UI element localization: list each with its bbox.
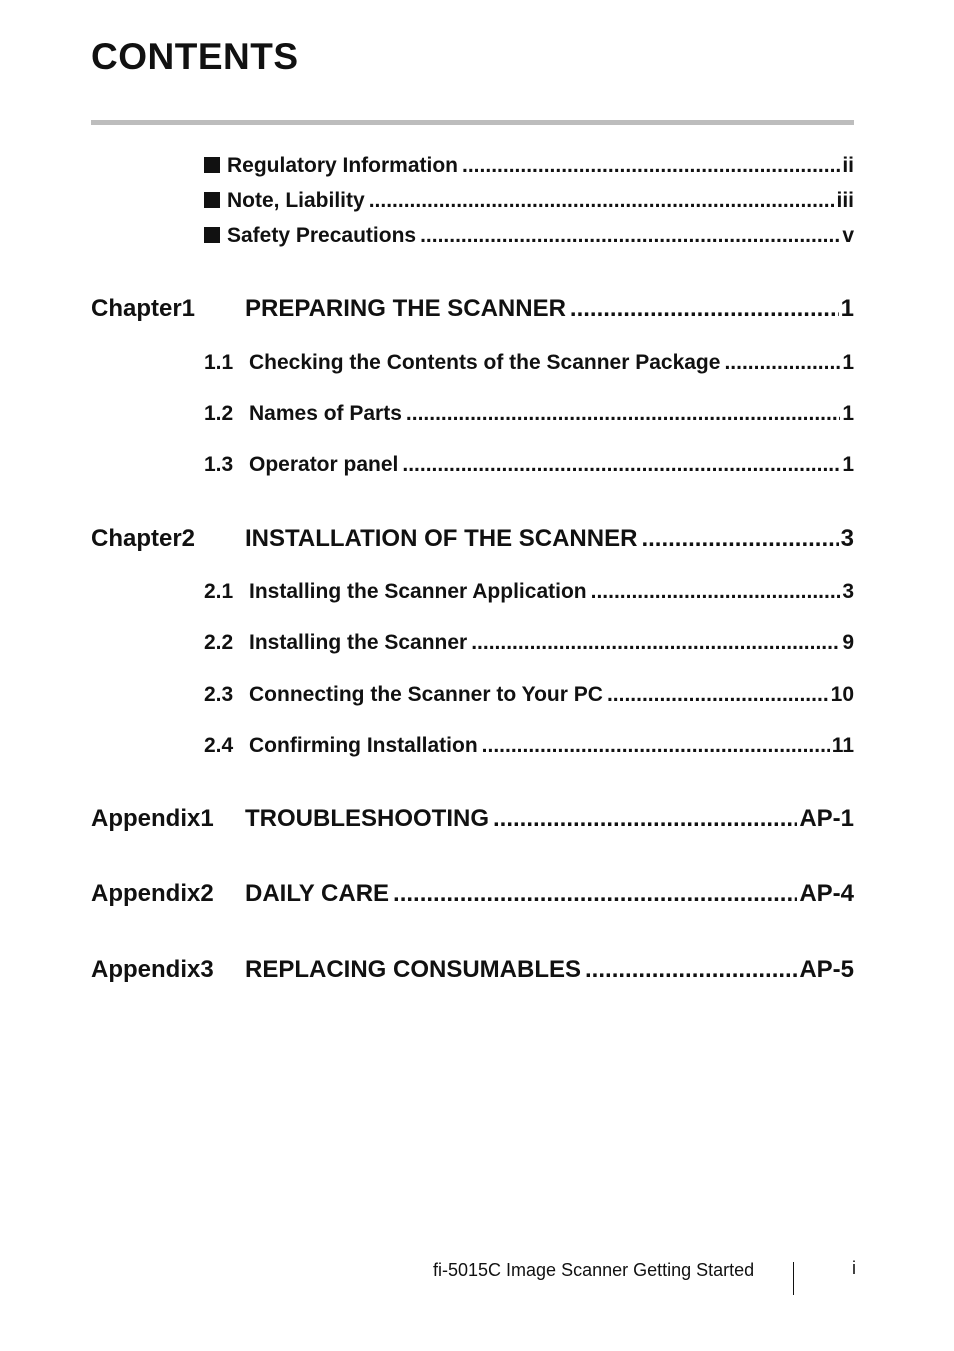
section-title: Names of Parts xyxy=(249,402,402,425)
toc-appendix-3[interactable] xyxy=(91,956,854,984)
square-bullet-icon xyxy=(204,192,220,208)
dot-leader xyxy=(724,351,840,375)
dot-leader xyxy=(402,453,840,477)
appendix-title: REPLACING CONSUMABLES xyxy=(245,956,582,983)
dot-leader xyxy=(570,295,839,323)
square-bullet-icon xyxy=(204,157,220,173)
entry-page: v xyxy=(842,224,854,247)
chapter-key: Chapter1 xyxy=(91,295,196,322)
section-title: Installing the Scanner Application xyxy=(249,580,587,603)
section-page: 1 xyxy=(842,351,854,374)
footer-doc-title: fi-5015C Image Scanner Getting Started xyxy=(433,1260,755,1280)
appendix-title: TROUBLESHOOTING xyxy=(245,805,489,832)
entry-page: ii xyxy=(842,154,854,177)
dot-leader xyxy=(493,805,797,833)
toc-appendix-1[interactable] xyxy=(91,805,854,833)
section-title: Installing the Scanner xyxy=(249,631,468,654)
toc-entry-liability[interactable] xyxy=(204,189,854,213)
appendix-key: Appendix2 xyxy=(91,880,214,907)
appendix-key: Appendix3 xyxy=(91,956,214,983)
section-page: 10 xyxy=(830,683,854,706)
dot-leader xyxy=(585,956,797,984)
entry-label: Regulatory Information xyxy=(227,154,459,177)
section-page: 1 xyxy=(842,402,854,425)
dot-leader xyxy=(641,525,838,553)
section-title: Operator panel xyxy=(249,453,399,476)
section-number: 2.4 xyxy=(204,734,234,757)
appendix-key: Appendix1 xyxy=(91,805,214,832)
section-number: 1.2 xyxy=(204,402,234,425)
toc-section-2-3[interactable] xyxy=(204,683,854,707)
entry-page: iii xyxy=(836,189,854,212)
dot-leader xyxy=(607,683,829,707)
dot-leader xyxy=(462,154,840,178)
chapter-key: Chapter2 xyxy=(91,525,196,552)
page-title: CONTENTS xyxy=(91,36,299,77)
section-number: 1.3 xyxy=(204,453,234,476)
square-bullet-icon xyxy=(204,227,220,243)
chapter-title: PREPARING THE SCANNER xyxy=(245,295,566,322)
section-title: Connecting the Scanner to Your PC xyxy=(249,683,603,706)
section-number: 2.2 xyxy=(204,631,234,654)
title-divider xyxy=(91,120,854,125)
chapter-page: 3 xyxy=(840,525,854,552)
dot-leader xyxy=(420,224,840,248)
section-page: 9 xyxy=(842,631,854,654)
toc-section-2-2[interactable] xyxy=(204,631,854,655)
toc-entry-safety[interactable] xyxy=(204,224,854,248)
dot-leader xyxy=(591,580,841,604)
toc-section-1-2[interactable] xyxy=(204,402,854,426)
section-title: Confirming Installation xyxy=(249,734,478,757)
toc-section-1-1[interactable] xyxy=(204,351,854,375)
section-page: 1 xyxy=(842,453,854,476)
chapter-title: INSTALLATION OF THE SCANNER xyxy=(245,525,638,552)
toc-section-1-3[interactable] xyxy=(204,453,854,477)
section-title: Checking the Contents of the Scanner Package xyxy=(249,351,721,374)
entry-label: Note, Liability xyxy=(227,189,365,212)
appendix-page: AP-4 xyxy=(799,880,854,907)
dot-leader xyxy=(369,189,835,213)
dot-leader xyxy=(393,880,797,908)
toc-chapter-1[interactable] xyxy=(91,295,854,323)
footer-page-number: i xyxy=(852,1258,856,1278)
toc-section-2-1[interactable] xyxy=(204,580,854,604)
section-number: 2.3 xyxy=(204,683,234,706)
appendix-page: AP-5 xyxy=(799,956,854,983)
dot-leader xyxy=(482,734,830,758)
section-number: 2.1 xyxy=(204,580,234,603)
toc-appendix-2[interactable] xyxy=(91,880,854,908)
section-page: 3 xyxy=(842,580,854,603)
section-number: 1.1 xyxy=(204,351,234,374)
dot-leader xyxy=(471,631,840,655)
appendix-page: AP-1 xyxy=(799,805,854,832)
section-page: 11 xyxy=(831,734,854,757)
toc-chapter-2[interactable] xyxy=(91,525,854,553)
entry-label: Safety Precautions xyxy=(227,224,417,247)
dot-leader xyxy=(406,402,840,426)
footer-divider xyxy=(793,1262,794,1295)
toc-section-2-4[interactable] xyxy=(204,734,854,758)
chapter-page: 1 xyxy=(840,295,854,322)
appendix-title: DAILY CARE xyxy=(245,880,390,907)
toc-entry-regulatory[interactable] xyxy=(204,154,854,178)
